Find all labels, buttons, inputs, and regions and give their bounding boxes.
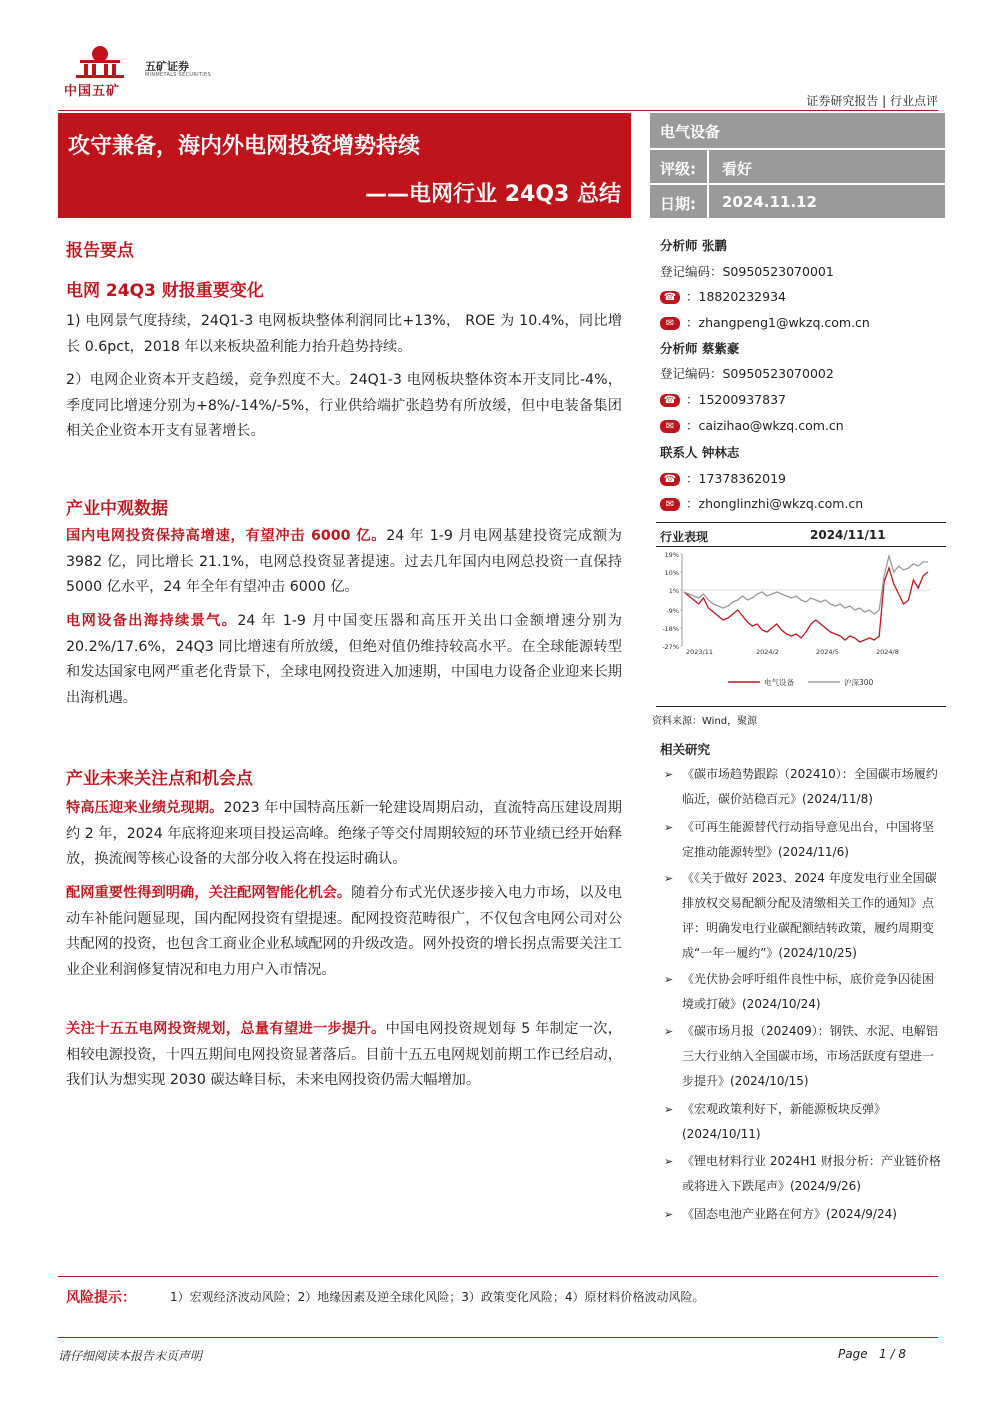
related-research-text: 《《关于做好 2023、2024 年度发电行业全国碳排放权交易配额分配及清缴相关工作的通知》点评：明确发电行业碳配额结转政策，履约周期变成“一年一履约”》(2024/10/25)	[682, 871, 937, 960]
logo-text-right: 五矿证券	[145, 60, 189, 73]
analyst-2-title: 分析师 蔡紫豪	[660, 341, 740, 356]
paragraph-4-body: 24 年 1-9 月中国变压器和高压开关出口金额增速分别为 20.2%/17.6%，24Q3 同比增速有所放缓，但绝对值仍维持较高水平。在全球能源转型和发达国家电网严重老化背景下，全球电网投资进入加速期，中国电力设备企业迎来长期出海机遇。	[66, 613, 622, 706]
colon: ：	[686, 289, 699, 304]
risk-text: 1）宏观经济波动风险；2）地缘因素及逆全球化风险；3）政策变化风险；4）原材料价格波动风险。	[170, 1290, 705, 1304]
paragraph-3-lead: 国内电网投资保持高增速，有望冲击 6000 亿。	[66, 528, 387, 544]
perf-bottom-line	[656, 706, 946, 707]
section-future: 产业未来关注点和机会点	[66, 769, 253, 789]
email-icon: ✉	[660, 498, 680, 511]
colon: ：	[686, 418, 699, 433]
legend-label: 电气设备	[764, 678, 794, 687]
related-research-item[interactable]	[664, 866, 944, 966]
x-tick-label: 2024/5	[816, 648, 839, 656]
risk-divider	[58, 1276, 938, 1277]
logo-text-right-en: MINMETALS SECURITIES	[145, 72, 211, 78]
contact-email[interactable]: zhonglinzhi@wkzq.com.cn	[698, 496, 864, 511]
x-tick-label: 2023/11	[686, 648, 714, 656]
perf-title: 行业表现	[660, 530, 709, 544]
arrow-icon: ➢	[664, 1025, 674, 1038]
paragraph-5-body: 2023 年中国特高压新一轮建设周期启动，直流特高压建设周期约 2 年，2024 年底将迎来项目投运高峰。绝缘子等交付周期较短的环节业绩已经开始释放，换流阀等核心设备的大部分收入将在投运时确认。	[66, 800, 622, 867]
footer-disclaimer: 请仔细阅读本报告末页声明	[58, 1349, 203, 1363]
arrow-icon: ➢	[664, 768, 674, 781]
arrow-icon: ➢	[664, 1155, 674, 1168]
email-icon: ✉	[660, 420, 680, 433]
rating-label: 评级:	[660, 160, 696, 178]
related-research-text: 《可再生能源替代行动指导意见出台，中国将坚定推动能源转型》(2024/11/6)	[682, 820, 935, 859]
paragraph-3-body: 24 年 1-9 月电网基建投资完成额为 3982 亿，同比增长 21.1%，电网总投资显著提速。过去几年国内电网总投资一直保持 5000 亿水平，24 年全年有望冲击 6000 亿。	[66, 528, 622, 595]
paragraph-4-lead: 电网设备出海持续景气。	[66, 613, 238, 629]
perf-top-line	[656, 522, 946, 523]
paragraph-6-body: 随着分布式光伏逐步接入电力市场，以及电动车补能问题显现，国内配网投资有望提速。配网投资范畴很广，不仅包含电网公司对公共配网的投资，也包含工商业企业私域配网的升级改造。网外投资的增长拐点需要关注工业企业利润修复情况和电力用户入市情况。	[66, 885, 622, 978]
series-line-1	[684, 556, 928, 614]
y-tick-label: 10%	[664, 569, 679, 577]
phone-icon: ☎	[660, 394, 680, 407]
related-research-item[interactable]	[664, 1097, 944, 1147]
related-research-text: 《宏观政策利好下，新能源板块反弹》(2024/10/11)	[682, 1102, 887, 1141]
analyst-2-reg: 登记编码：S0950523070002	[660, 366, 834, 381]
paragraph-6-lead: 配网重要性得到明确，关注配网智能化机会。	[66, 885, 352, 901]
chart-source: 资料来源：Wind，聚源	[652, 716, 758, 727]
x-tick-label: 2024/2	[756, 648, 779, 656]
x-tick-label: 2024/8	[876, 648, 899, 656]
related-research-item[interactable]	[664, 967, 944, 1017]
date-value: 2024.11.12	[722, 193, 817, 211]
arrow-icon: ➢	[664, 973, 674, 986]
colon: ：	[686, 315, 699, 330]
page-count: 1 / 8	[879, 1347, 906, 1361]
page-number	[838, 1347, 906, 1361]
paragraph-5-lead: 特高压迎来业绩兑现期。	[66, 800, 224, 816]
sector-name: 电气设备	[660, 123, 721, 141]
colon: ：	[686, 471, 699, 486]
analyst-1-email-row	[660, 313, 870, 331]
arrow-icon: ➢	[664, 821, 674, 834]
analyst-2-email[interactable]: caizihao@wkzq.com.cn	[698, 418, 844, 433]
header-divider	[58, 110, 938, 111]
analyst-2-phone-row	[660, 390, 786, 408]
related-research-text: 《碳市场趋势跟踪（202410）：全国碳市场履约临近，碳价站稳百元》(2024/11/8)	[682, 767, 938, 806]
related-research-text: 《锂电材料行业 2024H1 财报分析：产业链价格或将进入下跌尾声》(2024/9/26)	[682, 1154, 941, 1193]
report-type: 证券研究报告 | 行业点评	[806, 94, 938, 108]
footer-divider	[58, 1337, 938, 1338]
colon: ：	[686, 496, 699, 511]
perf-mid-line	[656, 546, 946, 547]
related-research-title: 相关研究	[660, 742, 711, 757]
related-research-text: 《光伏协会呼吁组件良性中标，底价竞争囚徒困境或打破》(2024/10/24)	[682, 972, 935, 1011]
y-tick-label: -18%	[662, 625, 679, 633]
y-tick-label: -27%	[662, 643, 679, 651]
report-subtitle: ——电网行业 24Q3 总结	[365, 182, 621, 207]
series-line-0	[684, 568, 928, 642]
paragraph-1: 1) 电网景气度持续，24Q1-3 电网板块整体利润同比+13%， ROE 为 10.4%，同比增长 0.6pct，2018 年以来板块盈利能力抬升趋势持续。	[66, 313, 622, 355]
section-key-points: 报告要点	[66, 241, 134, 261]
analyst-1-reg: 登记编码：S0950523070001	[660, 264, 834, 279]
paragraph-2: 2）电网企业资本开支趋缓，竞争烈度不大。24Q1-3 电网板块整体资本开支同比-4%，季度同比增速分别为+8%/-14%/-5%，行业供给端扩张趋势有所放缓，但中电装备集团相关企业资本开支有显著增长。	[66, 372, 622, 439]
page-label: Page	[838, 1347, 868, 1361]
analyst-1-email[interactable]: zhangpeng1@wkzq.com.cn	[698, 315, 870, 330]
contact-title: 联系人 钟林志	[660, 445, 740, 460]
related-research-item[interactable]	[664, 1202, 944, 1227]
contact-email-row	[660, 494, 863, 512]
perf-date: 2024/11/11	[810, 528, 886, 542]
risk-label: 风险提示：	[66, 1290, 136, 1306]
y-tick-label: 19%	[664, 551, 679, 559]
paragraph-7	[66, 1017, 622, 1094]
analyst-1-phone-row	[660, 287, 786, 305]
analyst-2-email-row	[660, 416, 844, 434]
company-logo-icon	[70, 44, 130, 78]
analyst-1-title: 分析师 张鹏	[660, 238, 727, 253]
date-label: 日期:	[660, 195, 696, 213]
contact-phone: 17378362019	[698, 471, 786, 486]
paragraph-7-lead: 关注十五五电网投资规划，总量有望进一步提升。	[66, 1021, 386, 1037]
paragraph-4	[66, 609, 622, 711]
paragraph-3	[66, 524, 622, 601]
section-industry-data: 产业中观数据	[66, 499, 168, 519]
phone-icon: ☎	[660, 291, 680, 304]
rating-block	[650, 113, 945, 218]
contact-phone-row	[660, 469, 786, 487]
logo-text-left: 中国五矿	[64, 84, 121, 99]
paragraph-7-body: 中国电网投资规划每 5 年制定一次，相较电源投资，十四五期间电网投资显著落后。目前十五五电网规划前期工作已经启动，我们认为想实现 2030 碳达峰目标，未来电网投资仍需大幅增加。	[66, 1021, 622, 1088]
analyst-1-phone: 18820232934	[698, 289, 786, 304]
analyst-2-phone: 15200937837	[698, 392, 786, 407]
colon: ：	[686, 392, 699, 407]
legend-label: 沪深300	[844, 678, 874, 687]
related-research-item[interactable]	[664, 1019, 944, 1094]
related-research-item[interactable]	[664, 762, 944, 812]
related-research-text: 《碳市场月报（202409）：钢铁、水泥、电解铝三大行业纳入全国碳市场，市场活跃度有望进一步提升》(2024/10/15)	[682, 1024, 938, 1088]
y-tick-label: 1%	[668, 587, 679, 595]
phone-icon: ☎	[660, 473, 680, 486]
paragraph-6	[66, 881, 622, 983]
arrow-icon: ➢	[664, 1103, 674, 1116]
perf-header	[660, 528, 945, 545]
arrow-icon: ➢	[664, 872, 674, 885]
related-research-item[interactable]	[664, 1149, 944, 1199]
report-title: 攻守兼备，海内外电网投资增势持续	[68, 134, 421, 159]
rating-value: 看好	[722, 160, 753, 178]
subsection-24q3: 电网 24Q3 财报重要变化	[66, 281, 264, 301]
related-research-text: 《固态电池产业路在何方》(2024/9/24)	[682, 1207, 897, 1221]
industry-performance-chart	[656, 548, 946, 694]
arrow-icon: ➢	[664, 1208, 674, 1221]
y-tick-label: -9%	[666, 607, 679, 615]
paragraph-5	[66, 796, 622, 873]
email-icon: ✉	[660, 317, 680, 330]
related-research-item[interactable]	[664, 815, 944, 865]
title-block	[58, 113, 631, 218]
